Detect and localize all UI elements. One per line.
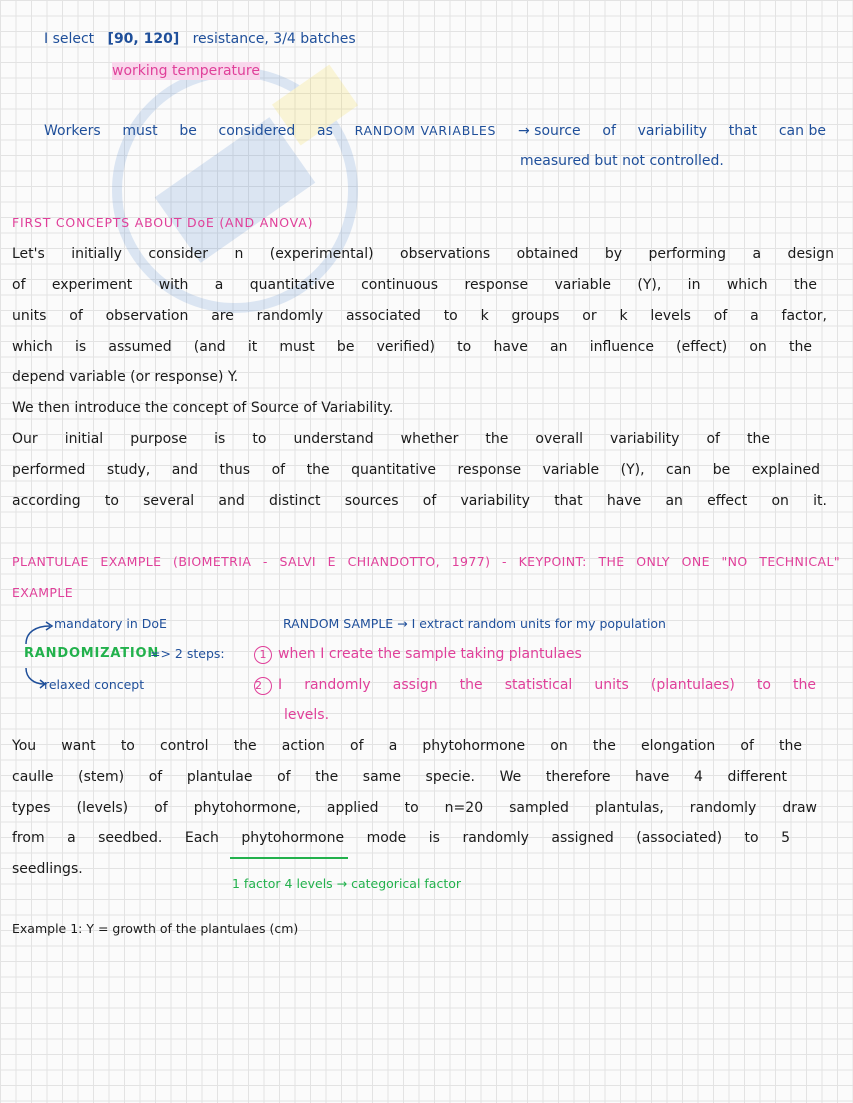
- body-line-2: of experiment with a quantitative continuous response variable (Y), in which the: [12, 277, 817, 293]
- random-sample-note: RANDOM SAMPLE → I extract random units for my population: [283, 616, 666, 631]
- factor-note: 1 factor 4 levels → categorical factor: [232, 876, 462, 891]
- section-title-first-concepts: FIRST CONCEPTS ABOUT DoE (AND ANOVA): [12, 215, 314, 230]
- para-line-5: seedlings.: [12, 861, 83, 877]
- step-1: 1 when I create the sample taking plantulaes: [254, 645, 582, 664]
- step-2-cont: levels.: [284, 707, 330, 723]
- step-2: 2 I randomly assign the statistical units (plantulaes) to the: [255, 677, 816, 693]
- para-line-2: caulle (stem) of plantulae of the same specie. We therefore have 4 different: [12, 769, 787, 785]
- body-line-9: according to several and distinct sources of variability that have an effect on it.: [12, 493, 827, 509]
- para-line-3: types (levels) of phytohormone, applied to n=20 sampled plantulas, randomly draw: [12, 800, 817, 816]
- body-line-4: which is assumed (and it must be verified) to have an influence (effect) on the: [12, 339, 812, 355]
- body-line-6: We then introduce the concept of Source of Variability.: [12, 400, 394, 416]
- phytohormone-underline: [230, 857, 348, 859]
- section-title-plantulae: PLANTULAE EXAMPLE (BIOMETRIA - SALVI E CHIANDOTTO, 1977) - KEYPOINT: THE ONLY ONE "NO TECHNICAL": [12, 554, 840, 569]
- two-steps-arrow: => 2 steps:: [150, 646, 225, 661]
- working-temperature-note: working temperature: [112, 63, 260, 79]
- body-line-5: depend variable (or response) Y.: [12, 369, 239, 385]
- step-1-number: 1: [254, 646, 272, 664]
- randomization-label: RANDOMIZATION: [24, 646, 160, 661]
- body-line-7: Our initial purpose is to understand whether the overall variability of the: [12, 431, 770, 447]
- range-bracket: [90, 120]: [107, 31, 180, 47]
- para-line-1: You want to control the action of a phytohormone on the elongation of the: [12, 738, 802, 754]
- relaxed-note: relaxed concept: [44, 677, 145, 692]
- workers-line-1: Workers must be considered as RANDOM VARIABLES → source of variability that can be: [44, 123, 826, 139]
- section-title-plantulae-cont: EXAMPLE: [12, 585, 73, 600]
- example-1: Example 1: Y = growth of the plantulaes (cm): [12, 921, 299, 936]
- para-line-4: from a seedbed. Each phytohormone mode is randomly assigned (associated) to 5: [12, 830, 790, 846]
- body-line-1: Let's initially consider n (experimental) observations obtained by performing a design: [12, 246, 834, 262]
- mandatory-note: mandatory in DoE: [54, 616, 167, 631]
- select-line: I select [90, 120] resistance, 3/4 batches: [44, 31, 356, 47]
- workers-line-2: measured but not controlled.: [520, 153, 724, 169]
- body-line-8: performed study, and thus of the quantitative response variable (Y), can be explained: [12, 462, 820, 478]
- step-2-number: 2: [254, 677, 272, 695]
- body-line-3: units of observation are randomly associated to k groups or k levels of a factor,: [12, 308, 827, 324]
